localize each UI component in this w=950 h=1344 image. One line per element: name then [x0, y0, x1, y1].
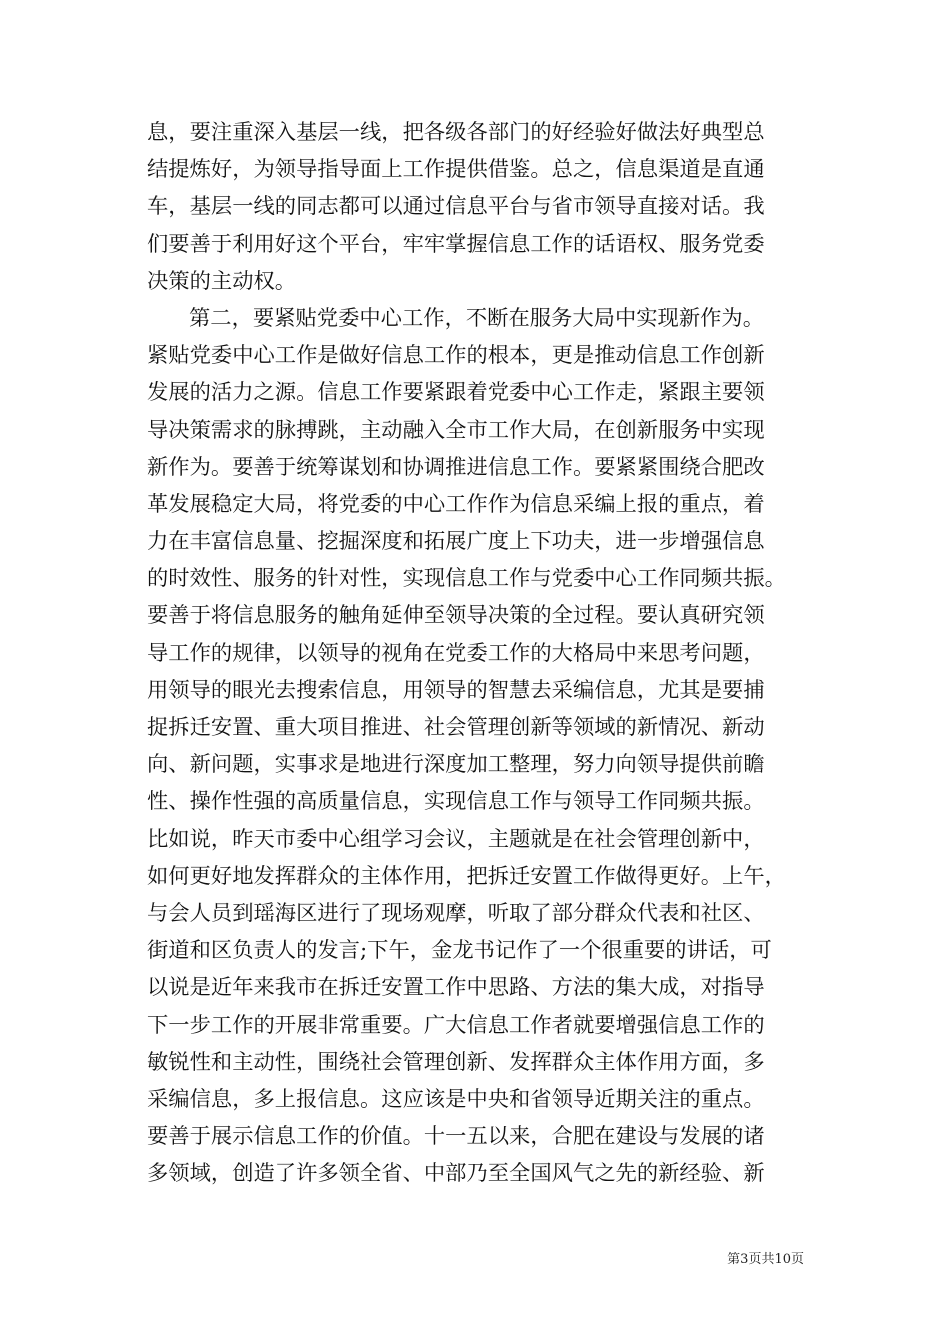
text-line-11: 革发展稳定大局，将党委的中心工作作为信息采编上报的重点，着 [147, 491, 765, 517]
text-line-4: 们要善于利用好这个平台，牢牢掌握信息工作的话语权、服务党委 [147, 231, 765, 257]
text-line-27: 采编信息，多上报信息。这应该是中央和省领导近期关注的重点。 [147, 1086, 765, 1112]
text-line-29: 多领域，创造了许多领全省、中部乃至全国风气之先的新经验、新 [147, 1161, 765, 1187]
text-line-24: 以说是近年来我市在拆迁安置工作中思路、方法的集大成，对指导 [147, 975, 765, 1001]
text-line-9: 导决策需求的脉搏跳，主动融入全市工作大局，在创新服务中实现 [147, 417, 765, 443]
body-text [147, 114, 807, 1192]
text-line-7: 紧贴党委中心工作是做好信息工作的根本，更是推动信息工作创新 [147, 343, 765, 369]
text-line-2: 结提炼好，为领导指导面上工作提供借鉴。总之，信息渠道是直通 [147, 157, 765, 183]
text-line-28: 要善于展示信息工作的价值。十一五以来，合肥在建设与发展的诸 [147, 1124, 765, 1150]
text-line-22: 与会人员到瑶海区进行了现场观摩，听取了部分群众代表和社区、 [147, 900, 765, 926]
text-line-16: 用领导的眼光去搜索信息，用领导的智慧去采编信息，尤其是要捕 [147, 677, 765, 703]
text-line-13: 的时效性、服务的针对性，实现信息工作与党委中心工作同频共振。 [147, 566, 786, 592]
page-number-footer: 第3页共10页 [727, 1252, 804, 1267]
text-line-20: 比如说，昨天市委中心组学习会议，主题就是在社会管理创新中， [147, 826, 765, 852]
text-line-23: 街道和区负责人的发言;下午，金龙书记作了一个很重要的讲话，可 [147, 938, 772, 964]
text-line-12: 力在丰富信息量、挖掘深度和拓展广度上下功夫，进一步增强信息 [147, 529, 765, 555]
text-line-21: 如何更好地发挥群众的主体作用，把拆迁安置工作做得更好。上午， [147, 863, 786, 889]
text-line-26: 敏锐性和主动性，围绕社会管理创新、发挥群众主体作用方面，多 [147, 1049, 765, 1075]
text-line-19: 性、操作性强的高质量信息，实现信息工作与领导工作同频共振。 [147, 789, 765, 815]
paragraph-start-line: 第二，要紧贴党委中心工作，不断在服务大局中实现新作为。 [189, 305, 765, 331]
text-line-25: 下一步工作的开展非常重要。广大信息工作者就要增强信息工作的 [147, 1012, 765, 1038]
text-line-1: 息，要注重深入基层一线，把各级各部门的好经验好做法好典型总 [147, 120, 765, 145]
text-line-17: 捉拆迁安置、重大项目推进、社会管理创新等领域的新情况、新动 [147, 715, 765, 740]
text-line-14: 要善于将信息服务的触角延伸至领导决策的全过程。要认真研究领 [147, 603, 765, 629]
text-line-5: 决策的主动权。 [147, 268, 297, 294]
text-line-18: 向、新问题，实事求是地进行深度加工整理，努力向领导提供前瞻 [147, 752, 765, 778]
text-line-8: 发展的活力之源。信息工作要紧跟着党委中心工作走，紧跟主要领 [147, 380, 765, 406]
text-line-15: 导工作的规律，以领导的视角在党委工作的大格局中来思考问题， [147, 640, 765, 666]
text-line-10: 新作为。要善于统筹谋划和协调推进信息工作。要紧紧围绕合肥改 [147, 454, 765, 480]
text-line-3: 车，基层一线的同志都可以通过信息平台与省市领导直接对话。我 [147, 194, 765, 220]
